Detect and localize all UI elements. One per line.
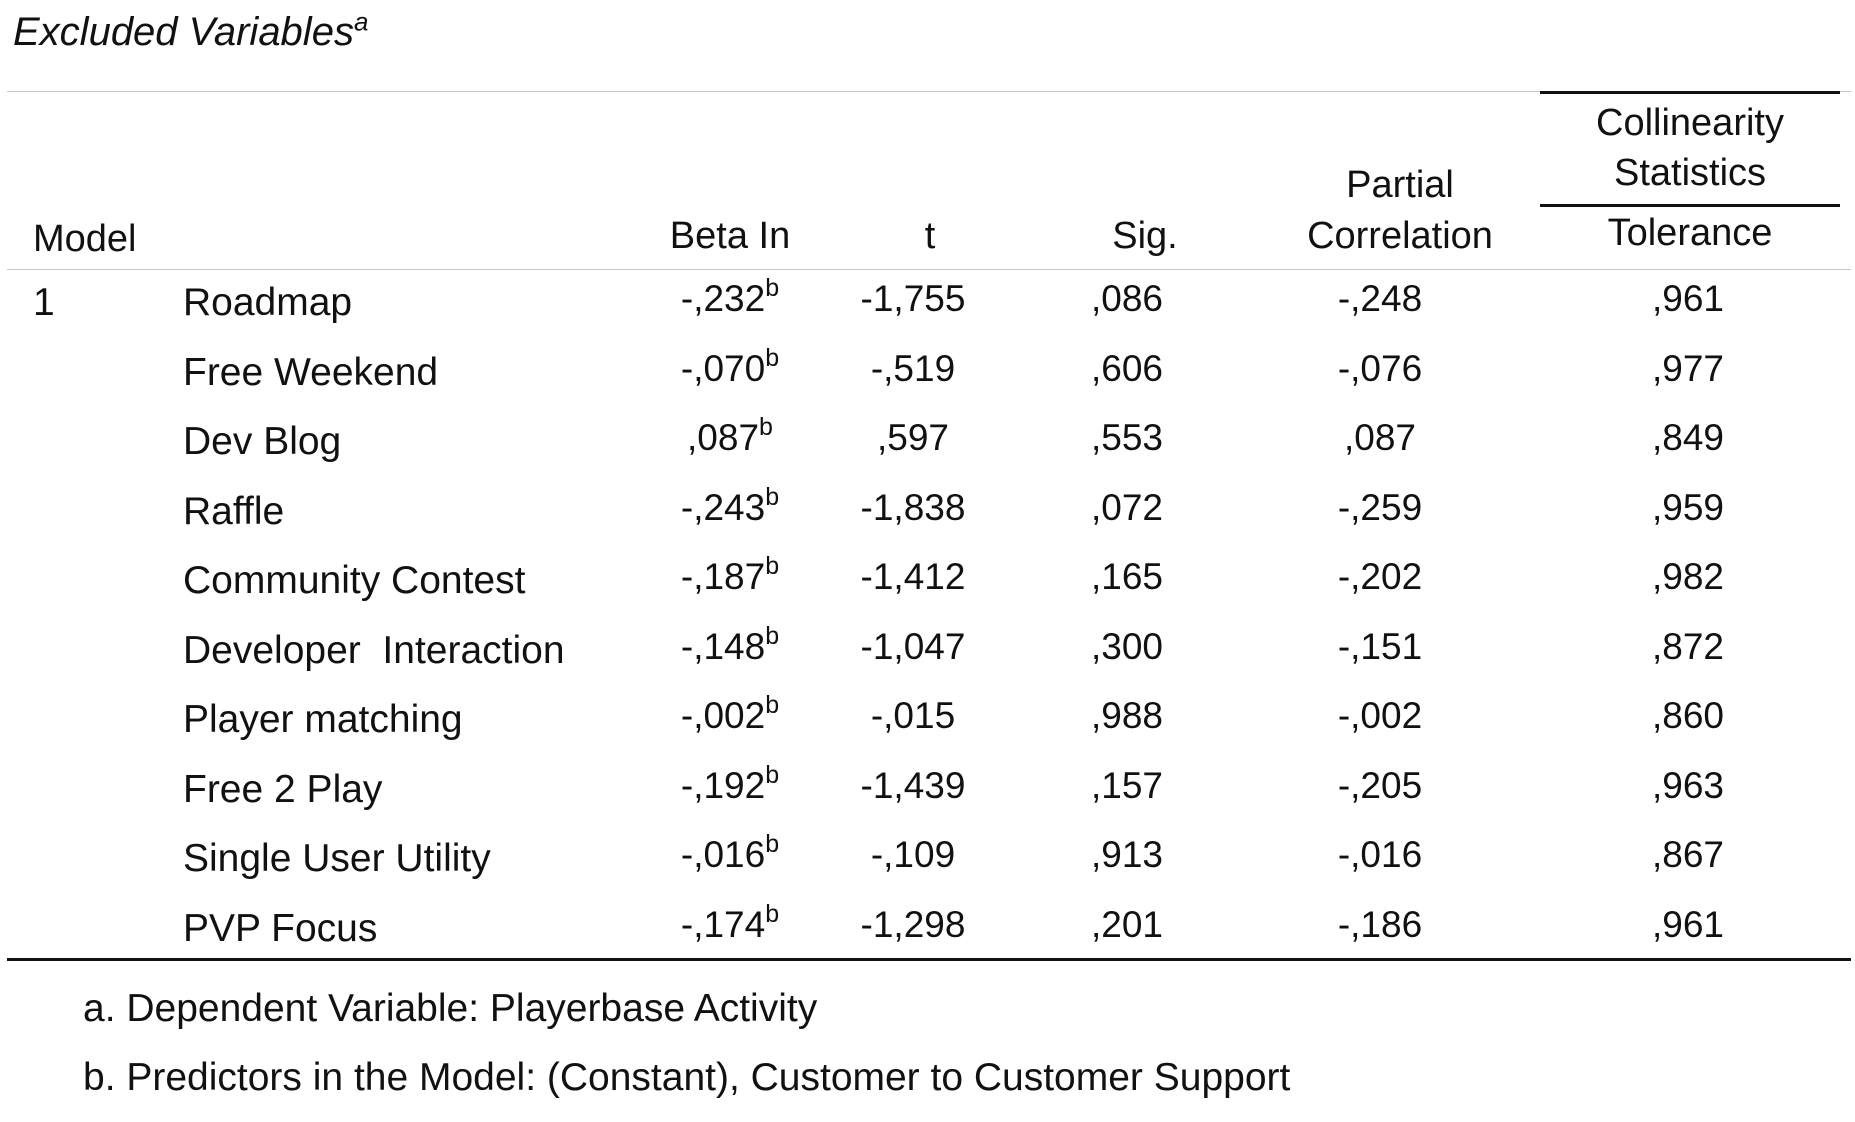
header-partial-line1: Partial (1346, 164, 1454, 206)
cell-tolerance: ,872 (1651, 626, 1724, 667)
row-label: Community Contest (183, 559, 526, 602)
beta-in-value: -,070 (680, 348, 766, 389)
cell-beta-in (630, 622, 830, 668)
cell-partial-correlation: -,205 (1337, 765, 1423, 806)
header-beta-in: Beta In (669, 215, 791, 257)
cell-t: -,109 (870, 834, 956, 875)
row-label: Player matching (183, 698, 463, 741)
cell-tolerance: ,961 (1651, 278, 1724, 319)
cell-sig: ,072 (1090, 487, 1163, 528)
beta-in-footnote-marker: b (765, 274, 780, 302)
beta-in-footnote-marker: b (765, 691, 780, 719)
cell-tolerance: ,860 (1651, 695, 1724, 736)
cell-sig: ,913 (1090, 834, 1163, 875)
beta-in-footnote-marker: b (765, 830, 780, 858)
beta-in-value: -,174 (680, 904, 766, 945)
table-title-text: Excluded Variables (13, 10, 354, 54)
beta-in-footnote-marker: b (759, 413, 773, 441)
cell-beta-in (630, 413, 830, 459)
cell-partial-correlation: -,076 (1337, 348, 1423, 389)
cell-sig: ,553 (1090, 417, 1163, 458)
cell-sig: ,086 (1090, 278, 1163, 319)
row-label: Dev Blog (183, 420, 342, 463)
cell-tolerance: ,867 (1651, 834, 1724, 875)
cell-beta-in (630, 344, 830, 390)
beta-in-footnote-marker: b (765, 622, 780, 650)
collinearity-mid-rule (1540, 204, 1840, 207)
cell-beta-in (630, 900, 830, 946)
cell-tolerance: ,849 (1651, 417, 1724, 458)
cell-sig: ,300 (1090, 626, 1163, 667)
cell-partial-correlation: -,186 (1337, 904, 1423, 945)
beta-in-value: -,187 (680, 556, 766, 597)
beta-in-footnote-marker: b (765, 900, 780, 928)
collinearity-top-rule (1540, 91, 1840, 94)
cell-t: -,519 (870, 348, 956, 389)
beta-in-footnote-marker: b (765, 344, 780, 372)
cell-tolerance: ,963 (1651, 765, 1724, 806)
beta-in-footnote-marker: b (765, 552, 780, 580)
header-t: t (924, 215, 936, 257)
footnote-a: a. Dependent Variable: Playerbase Activity (83, 987, 818, 1030)
header-collinearity-line2: Statistics (1613, 152, 1767, 194)
header-sig: Sig. (1112, 215, 1178, 257)
row-label: Roadmap (183, 281, 353, 324)
cell-partial-correlation: ,087 (1343, 417, 1416, 458)
cell-sig: ,201 (1090, 904, 1163, 945)
beta-in-value: -,148 (680, 626, 766, 667)
cell-beta-in (630, 274, 830, 320)
beta-in-value: ,087 (687, 417, 760, 458)
cell-partial-correlation: -,016 (1337, 834, 1423, 875)
header-partial-line2: Correlation (1307, 215, 1493, 257)
cell-t: -1,047 (860, 626, 966, 667)
row-label: Free Weekend (183, 351, 439, 394)
header-tolerance: Tolerance (1607, 212, 1773, 254)
header-model: Model (33, 218, 137, 260)
cell-t: -1,838 (860, 487, 966, 528)
cell-tolerance: ,961 (1651, 904, 1724, 945)
cell-partial-correlation: -,248 (1337, 278, 1423, 319)
cell-beta-in (630, 483, 830, 529)
cell-sig: ,165 (1090, 556, 1163, 597)
cell-sig: ,988 (1090, 695, 1163, 736)
row-label: Raffle (183, 490, 285, 533)
row-label: PVP Focus (183, 907, 378, 950)
cell-beta-in (630, 691, 830, 737)
cell-tolerance: ,977 (1651, 348, 1724, 389)
cell-t: -1,412 (860, 556, 966, 597)
model-number: 1 (33, 281, 55, 324)
header-bottom-rule (7, 269, 1851, 270)
cell-t: -1,298 (860, 904, 966, 945)
table-title-footnote-marker: a (353, 6, 369, 37)
cell-t: -1,439 (860, 765, 966, 806)
cell-t: -1,755 (860, 278, 966, 319)
beta-in-value: -,232 (680, 278, 766, 319)
cell-t: ,597 (876, 417, 949, 458)
cell-partial-correlation: -,259 (1337, 487, 1423, 528)
cell-sig: ,157 (1090, 765, 1163, 806)
cell-sig: ,606 (1090, 348, 1163, 389)
header-collinearity-line1: Collinearity (1596, 102, 1784, 144)
cell-beta-in (630, 830, 830, 876)
cell-partial-correlation: -,202 (1337, 556, 1423, 597)
cell-tolerance: ,982 (1651, 556, 1724, 597)
table-bottom-rule (7, 958, 1851, 961)
cell-partial-correlation: -,002 (1337, 695, 1423, 736)
footnote-b: b. Predictors in the Model: (Constant), Customer to Customer Support (83, 1056, 1291, 1099)
beta-in-value: -,016 (680, 834, 766, 875)
beta-in-footnote-marker: b (765, 483, 780, 511)
row-label: Developer Interaction (183, 629, 565, 672)
cell-partial-correlation: -,151 (1337, 626, 1423, 667)
beta-in-footnote-marker: b (765, 761, 780, 789)
beta-in-value: -,243 (680, 487, 766, 528)
beta-in-value: -,002 (680, 695, 766, 736)
beta-in-value: -,192 (680, 765, 766, 806)
table-title (13, 6, 369, 55)
row-label: Free 2 Play (183, 768, 383, 811)
cell-t: -,015 (870, 695, 956, 736)
cell-beta-in (630, 552, 830, 598)
cell-beta-in (630, 761, 830, 807)
row-label: Single User Utility (183, 837, 491, 880)
cell-tolerance: ,959 (1651, 487, 1724, 528)
